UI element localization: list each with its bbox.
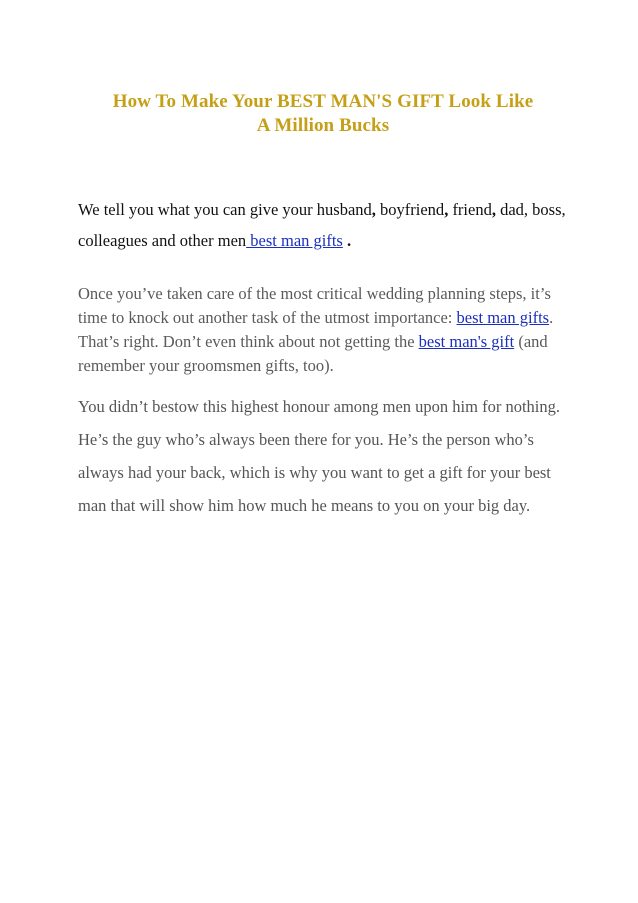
paragraph-planning	[78, 282, 568, 378]
intro-comma-3: ,	[491, 200, 496, 219]
best-mans-gift-link[interactable]: best man's gift	[418, 332, 515, 351]
best-man-gifts-link[interactable]: best man gifts	[456, 308, 550, 327]
document-title	[78, 90, 568, 138]
p1-text-2: . That’s right. Don’t even think about not getting the	[78, 308, 554, 351]
document-page	[78, 90, 568, 522]
p1-text-1: Once you’ve taken care of the most critical wedding planning steps, it’s time to knock out another task of the utmost importance:	[78, 284, 551, 327]
intro-paragraph	[78, 194, 568, 256]
title-line-1: How To Make Your BEST MAN'S GIFT Look Like	[112, 91, 534, 112]
intro-text-3: friend	[448, 200, 492, 219]
best-man-gifts-link-intro[interactable]: best man gifts	[246, 231, 343, 250]
p1-text-3: (and remember your groomsmen gifts, too).	[78, 332, 548, 375]
intro-text-4: dad, boss, colleagues and other men	[78, 200, 566, 250]
intro-text-2: boyfriend	[375, 200, 445, 219]
intro-comma-2: ,	[444, 200, 449, 219]
intro-text-1: We tell you what you can give your husband	[78, 200, 372, 219]
title-line-2: A Million Bucks	[256, 115, 390, 136]
paragraph-honour: You didn’t bestow this highest honour among men upon him for nothing. He’s the guy who’s always been there for you. He’s the person who’s always had your back, which is why you want to get a gift for your best man that will show him how much he means to you on your big day.	[78, 397, 561, 515]
intro-end: .	[342, 231, 352, 250]
intro-comma-1: ,	[371, 200, 376, 219]
